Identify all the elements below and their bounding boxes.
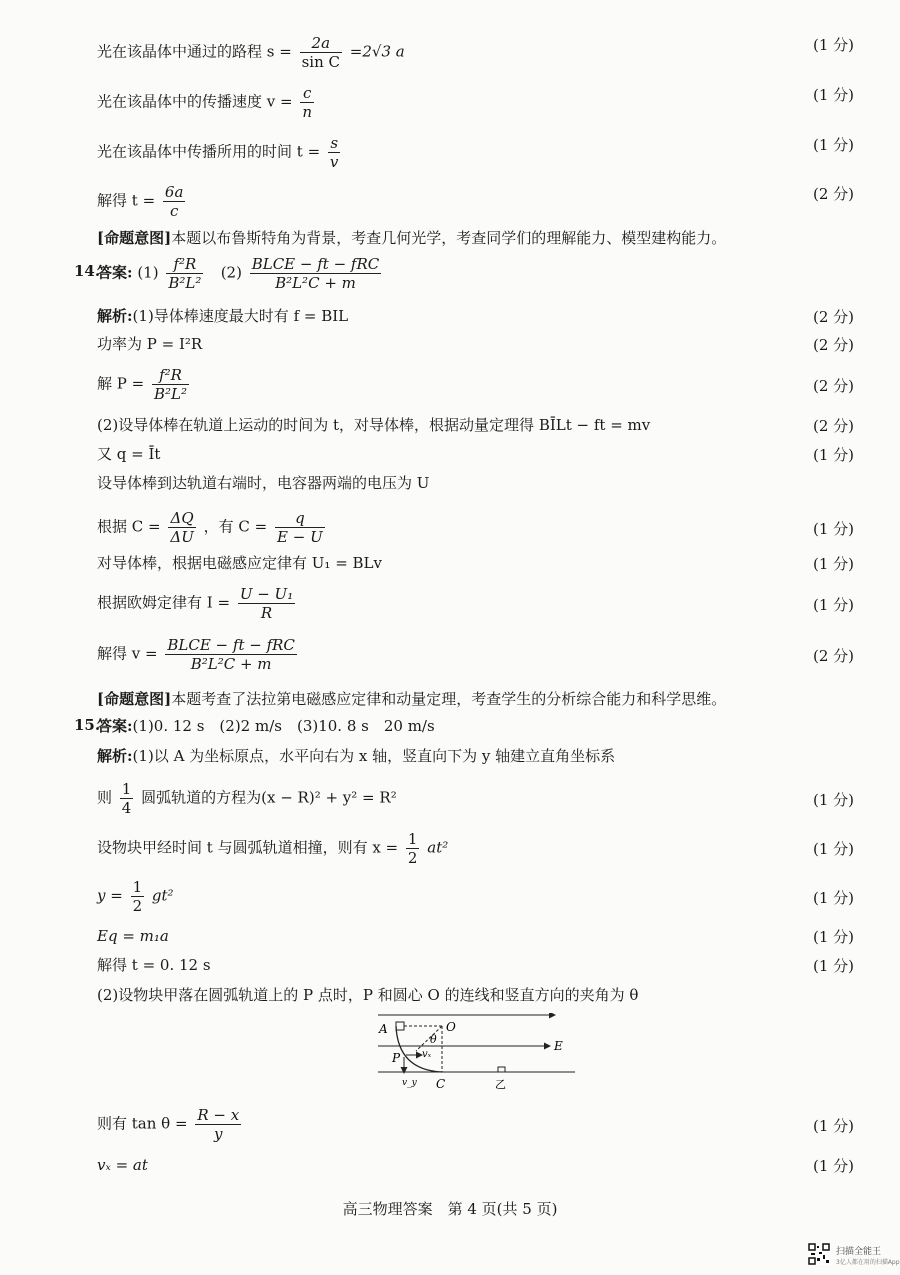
label-C: C	[436, 1077, 446, 1091]
numerator: f²R	[152, 366, 189, 385]
score: (1 分)	[812, 928, 854, 946]
denominator: n	[302, 103, 313, 121]
analysis-14-7	[97, 509, 328, 546]
denominator: R	[260, 604, 273, 622]
score: (2 分)	[812, 185, 854, 203]
denominator: E − U	[277, 528, 323, 546]
text: at²	[427, 838, 449, 857]
text: 设物块甲经时间 t 与圆弧轨道相撞，则有 x =	[97, 838, 399, 857]
denominator: B²L²C + m	[190, 655, 272, 673]
fraction	[275, 509, 325, 546]
fraction	[152, 366, 189, 403]
text: 光在该晶体中的传播速度 v =	[97, 92, 293, 111]
denominator: 2	[132, 897, 143, 915]
numerator: U − U₁	[239, 585, 294, 603]
fraction	[406, 830, 420, 867]
score: (1 分)	[812, 791, 854, 809]
score: (1 分)	[812, 555, 854, 573]
denominator: c	[169, 202, 179, 220]
label-yi: 乙	[495, 1078, 506, 1091]
question-number: 15.	[74, 716, 101, 734]
intent-13	[97, 227, 726, 248]
analysis-14-9	[97, 585, 298, 622]
text: (2)	[220, 263, 242, 282]
score: (1 分)	[812, 596, 854, 614]
trajectory-diagram	[372, 1013, 582, 1097]
numerator: 1	[121, 780, 132, 798]
analysis-15-3	[97, 830, 448, 867]
label-O: O	[446, 1020, 456, 1034]
page-footer: 高三物理答案 第 4 页(共 5 页)	[342, 1200, 558, 1218]
label-vy: v_y	[402, 1078, 417, 1088]
score: (1 分)	[812, 1157, 854, 1175]
scanner-tagline: 3亿人都在用的扫描App	[836, 1259, 900, 1266]
line-speed	[97, 84, 317, 121]
analysis-15-6: 解得 t = 0. 12 s	[97, 956, 211, 974]
text: 光在该晶体中传播所用的时间 t =	[97, 142, 321, 161]
denominator: 4	[121, 799, 132, 817]
answer-14	[97, 255, 384, 292]
question-number: 14.	[74, 262, 101, 280]
scanner-logo-text: 扫描全能王	[836, 1247, 882, 1257]
label-A: A	[379, 1022, 388, 1036]
analysis-15-8	[97, 1106, 244, 1143]
score: (1 分)	[812, 1117, 854, 1135]
denominator: v	[329, 153, 339, 171]
denominator: 2	[407, 849, 418, 867]
numerator: 1	[132, 878, 143, 896]
text: 圆弧轨道的方程为(x − R)² + y² = R²	[141, 788, 397, 807]
text: 根据欧姆定律有 I =	[97, 593, 231, 612]
qr-code-icon	[808, 1243, 830, 1265]
denominator: y	[214, 1125, 223, 1143]
score: (1 分)	[812, 446, 854, 464]
text: 解 P =	[97, 374, 145, 393]
fraction	[328, 134, 340, 171]
fraction	[168, 509, 195, 546]
numerator: ΔQ	[168, 509, 195, 528]
text: =2√3 a	[349, 42, 405, 61]
line-path	[97, 34, 405, 71]
text: (1)	[137, 263, 159, 282]
score: (1 分)	[812, 520, 854, 538]
text: (1)0. 12 s (2)2 m/s (3)10. 8 s 20 m/s	[132, 717, 435, 735]
text: (1)导体棒速度最大时有 f = BIL	[132, 307, 349, 325]
fraction	[195, 1106, 241, 1143]
intent-tag: [命题意图]	[97, 229, 172, 247]
analysis-label: 解析:	[97, 307, 133, 325]
fraction	[300, 84, 314, 121]
scanner-badge	[836, 1244, 900, 1266]
score: (1 分)	[812, 889, 854, 907]
numerator: BLCE − ft − fRC	[251, 255, 380, 273]
label-theta: θ	[430, 1033, 437, 1046]
text: 本题考查了法拉第电磁感应定律和动量定理，考查学生的分析综合能力和科学思维。	[171, 690, 727, 708]
numerator: s	[328, 134, 340, 153]
score: (2 分)	[812, 377, 854, 395]
score: (1 分)	[812, 36, 854, 54]
text: gt²	[151, 886, 174, 905]
analysis-14-8: 对导体棒，根据电磁感应定律有 U₁ = BLv	[97, 554, 382, 572]
numerator: q	[275, 509, 325, 528]
analysis-14-6: 设导体棒到达轨道右端时，电容器两端的电压为 U	[97, 474, 430, 492]
analysis-14-4: (2)设导体棒在轨道上运动的时间为 t，对导体棒，根据动量定理得 BĪLt − ft = mv	[97, 416, 651, 434]
answer-label: 答案:	[97, 717, 133, 735]
analysis-label: 解析:	[97, 747, 133, 765]
text: y =	[97, 886, 123, 905]
numerator: 1	[407, 830, 418, 848]
analysis-14-5: 又 q = Īt	[97, 445, 161, 463]
numerator: R − x	[197, 1106, 240, 1124]
text: 解得 t =	[97, 191, 156, 210]
denominator: B²L²	[168, 274, 202, 292]
denominator: sin C	[301, 53, 340, 71]
analysis-15-9: vₓ = at	[97, 1156, 148, 1174]
score: (1 分)	[812, 136, 854, 154]
score: (2 分)	[812, 647, 854, 665]
intent-tag: [命题意图]	[97, 690, 172, 708]
block-yi	[498, 1067, 505, 1072]
score: (1 分)	[812, 957, 854, 975]
text: 解得 v =	[97, 644, 158, 663]
text: 则	[97, 788, 113, 807]
text: 则有 tan θ =	[97, 1114, 188, 1133]
block-a	[396, 1022, 404, 1030]
fraction	[165, 636, 297, 673]
numerator: f²R	[166, 255, 203, 274]
analysis-15-7: (2)设物块甲落在圆弧轨道上的 P 点时，P 和圆心 O 的连线和竖直方向的夹角为 θ	[97, 986, 639, 1004]
analysis-15-1	[97, 746, 615, 766]
answer-label: 答案:	[97, 263, 133, 282]
numerator: 2a	[300, 34, 342, 53]
analysis-15-5: Eq = m₁a	[97, 927, 169, 945]
fraction	[250, 255, 382, 292]
score: (1 分)	[812, 840, 854, 858]
denominator: B²L²	[153, 385, 187, 403]
analysis-15-4	[97, 878, 174, 915]
radius-line	[416, 1026, 442, 1051]
analysis-14-2: 功率为 P = I²R	[97, 335, 203, 353]
label-P: P	[392, 1051, 401, 1065]
label-vx: vₓ	[422, 1049, 432, 1060]
numerator: BLCE − ft − fRC	[167, 636, 295, 654]
denominator: ΔU	[170, 528, 194, 546]
fraction	[120, 780, 134, 817]
fraction	[131, 878, 145, 915]
label-E: E	[554, 1039, 563, 1053]
fraction	[300, 34, 342, 71]
analysis-14-3	[97, 366, 192, 403]
score: (2 分)	[812, 336, 854, 354]
intent-14	[97, 688, 726, 709]
line-result	[97, 183, 188, 220]
score: (2 分)	[812, 417, 854, 435]
analysis-14-1	[97, 306, 348, 326]
text: 本题以布鲁斯特角为背景，考查几何光学，考查同学们的理解能力、模型建构能力。	[171, 229, 727, 247]
analysis-14-10	[97, 636, 300, 673]
text: (1)以 A 为坐标原点，水平向右为 x 轴，竖直向下为 y 轴建立直角坐标系	[132, 747, 616, 765]
line-time	[97, 134, 343, 171]
score: (1 分)	[812, 86, 854, 104]
numerator: 6a	[164, 183, 184, 201]
fraction	[163, 183, 186, 220]
text: ，有 C =	[203, 517, 268, 536]
analysis-15-2	[97, 780, 397, 817]
answer-15	[97, 716, 435, 736]
text: 光在该晶体中通过的路程 s =	[97, 42, 292, 61]
score: (2 分)	[812, 308, 854, 326]
denominator: B²L²C + m	[275, 274, 356, 292]
numerator: c	[300, 84, 314, 103]
fraction	[238, 585, 295, 622]
fraction	[166, 255, 203, 292]
text: 根据 C =	[97, 517, 161, 536]
